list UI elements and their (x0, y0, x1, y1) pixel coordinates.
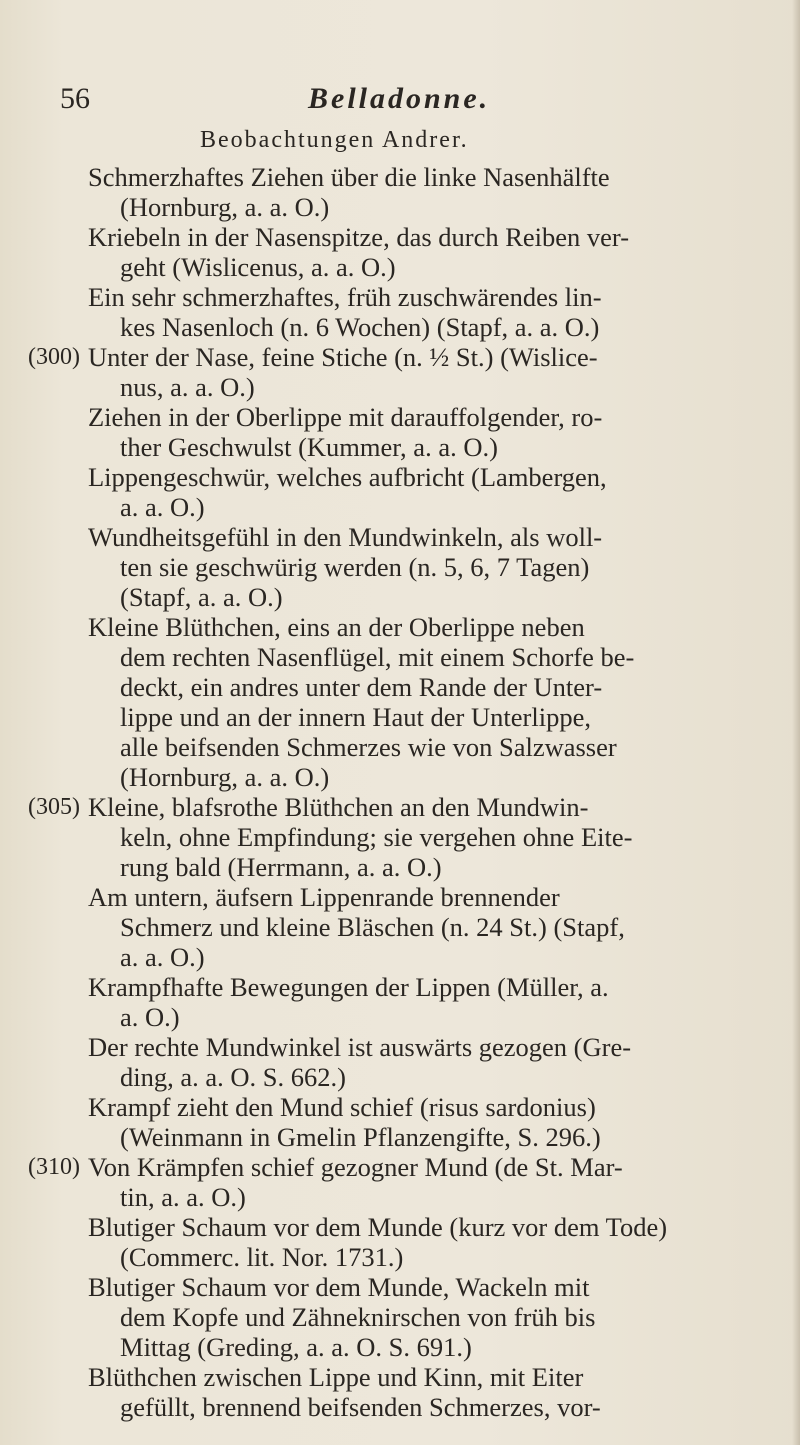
text-line (88, 252, 768, 282)
text-line (88, 942, 768, 972)
line-text: deckt, ein andres unter dem Rande der Unter- (120, 672, 603, 702)
line-text: (Hornburg, a. a. O.) (120, 192, 330, 222)
line-text: (Weinmann in Gmelin Pflanzengifte, S. 296.) (120, 1122, 601, 1152)
section-heading: Beobachtungen Andrer. (200, 127, 469, 153)
line-text: (Hornburg, a. a. O.) (120, 762, 330, 792)
line-text: Blüthchen zwischen Lippe und Kinn, mit Eiter (88, 1362, 584, 1392)
text-line (88, 582, 768, 612)
line-text: Wundheitsgefühl in den Mundwinkeln, als woll- (88, 522, 603, 552)
text-line (88, 222, 768, 252)
text-line (88, 462, 768, 492)
line-text: keln, ohne Empfindung; sie vergehen ohne Eite- (120, 822, 633, 852)
text-line (88, 372, 768, 402)
text-line (88, 1002, 768, 1032)
line-text: a. a. O.) (120, 942, 205, 972)
line-text: Lippengeschwür, welches aufbricht (Lambergen, (88, 462, 607, 492)
line-text: a. a. O.) (120, 492, 205, 522)
line-text: (Commerc. lit. Nor. 1731.) (120, 1242, 404, 1272)
text-line (88, 1272, 768, 1302)
text-line (88, 282, 768, 312)
text-line (88, 432, 768, 462)
text-line (88, 642, 768, 672)
line-text: tin, a. a. O.) (120, 1182, 246, 1212)
text-line (88, 162, 768, 192)
line-text: Krampf zieht den Mund schief (risus sardonius) (88, 1092, 596, 1122)
text-line (28, 792, 768, 822)
text-line (88, 1062, 768, 1092)
text-line (88, 522, 768, 552)
text-line (28, 1152, 768, 1182)
text-line (28, 342, 768, 372)
page-number: 56 (60, 82, 90, 115)
line-text: ding, a. a. O. S. 662.) (120, 1062, 346, 1092)
line-text: dem Kopfe und Zähneknirschen von früh bis (120, 1302, 596, 1332)
line-text: Am untern, äufsern Lippenrande brennender (88, 882, 560, 912)
line-text: ther Geschwulst (Kummer, a. a. O.) (120, 432, 498, 462)
text-line (88, 612, 768, 642)
text-body (28, 162, 768, 1422)
line-text: a. O.) (120, 1002, 180, 1032)
paragraph-number: (310) (28, 1154, 80, 1180)
text-line (88, 732, 768, 762)
text-line (88, 402, 768, 432)
text-line (88, 1032, 768, 1062)
running-title: Belladonne. (308, 82, 491, 115)
text-line (88, 312, 768, 342)
text-line (88, 1212, 768, 1242)
text-line (88, 1092, 768, 1122)
text-line (88, 1302, 768, 1332)
paragraph-number: (300) (28, 344, 80, 370)
text-line (88, 702, 768, 732)
text-line (88, 192, 768, 222)
line-text: Kleine Blüthchen, eins an der Oberlippe neben (88, 612, 585, 642)
line-text: (Stapf, a. a. O.) (120, 582, 283, 612)
text-line (88, 552, 768, 582)
line-text: Schmerzhaftes Ziehen über die linke Nasenhälfte (88, 162, 610, 192)
line-text: Kriebeln in der Nasenspitze, das durch Reiben ver- (88, 222, 630, 252)
line-text: rung bald (Herrmann, a. a. O.) (120, 852, 442, 882)
line-text: Schmerz und kleine Bläschen (n. 24 St.) (Stapf, (120, 912, 625, 942)
text-line (88, 1242, 768, 1272)
line-text: dem rechten Nasenflügel, mit einem Schorfe be- (120, 642, 635, 672)
text-line (88, 1392, 768, 1422)
paragraph-number: (305) (28, 794, 80, 820)
text-line (88, 1362, 768, 1392)
line-text: lippe und an der innern Haut der Unterlippe, (120, 702, 591, 732)
text-line (88, 912, 768, 942)
line-text: Blutiger Schaum vor dem Munde, Wackeln mit (88, 1272, 590, 1302)
page-header (60, 82, 720, 122)
line-text: alle beifsenden Schmerzes wie von Salzwasser (120, 732, 617, 762)
line-text: Mittag (Greding, a. a. O. S. 691.) (120, 1332, 472, 1362)
line-text: Blutiger Schaum vor dem Munde (kurz vor dem Tode) (88, 1212, 668, 1242)
line-text: Unter der Nase, feine Stiche (n. ½ St.) (Wislice- (88, 342, 598, 372)
text-line (88, 852, 768, 882)
line-text: nus, a. a. O.) (120, 372, 255, 402)
text-line (88, 1182, 768, 1212)
text-line (88, 1122, 768, 1152)
line-text: Von Krämpfen schief gezogner Mund (de St. Mar- (88, 1152, 623, 1182)
line-text: ten sie geschwürig werden (n. 5, 6, 7 Tagen) (120, 552, 590, 582)
line-text: Der rechte Mundwinkel ist auswärts gezogen (Gre- (88, 1032, 632, 1062)
text-line (88, 822, 768, 852)
text-line (88, 762, 768, 792)
text-line (88, 492, 768, 522)
line-text: Ziehen in der Oberlippe mit darauffolgender, ro- (88, 402, 603, 432)
line-text: Krampfhafte Bewegungen der Lippen (Müller, a. (88, 972, 609, 1002)
text-line (88, 882, 768, 912)
line-text: Kleine, blafsrothe Blüthchen an den Mundwin- (88, 792, 589, 822)
text-line (88, 1332, 768, 1362)
text-line (88, 972, 768, 1002)
line-text: geht (Wislicenus, a. a. O.) (120, 252, 396, 282)
line-text: kes Nasenloch (n. 6 Wochen) (Stapf, a. a. O.) (120, 312, 600, 342)
page-edge-shadow (792, 0, 800, 1445)
text-line (88, 672, 768, 702)
line-text: Ein sehr schmerzhaftes, früh zuschwärendes lin- (88, 282, 602, 312)
line-text: gefüllt, brennend beifsenden Schmerzes, vor- (120, 1392, 601, 1422)
